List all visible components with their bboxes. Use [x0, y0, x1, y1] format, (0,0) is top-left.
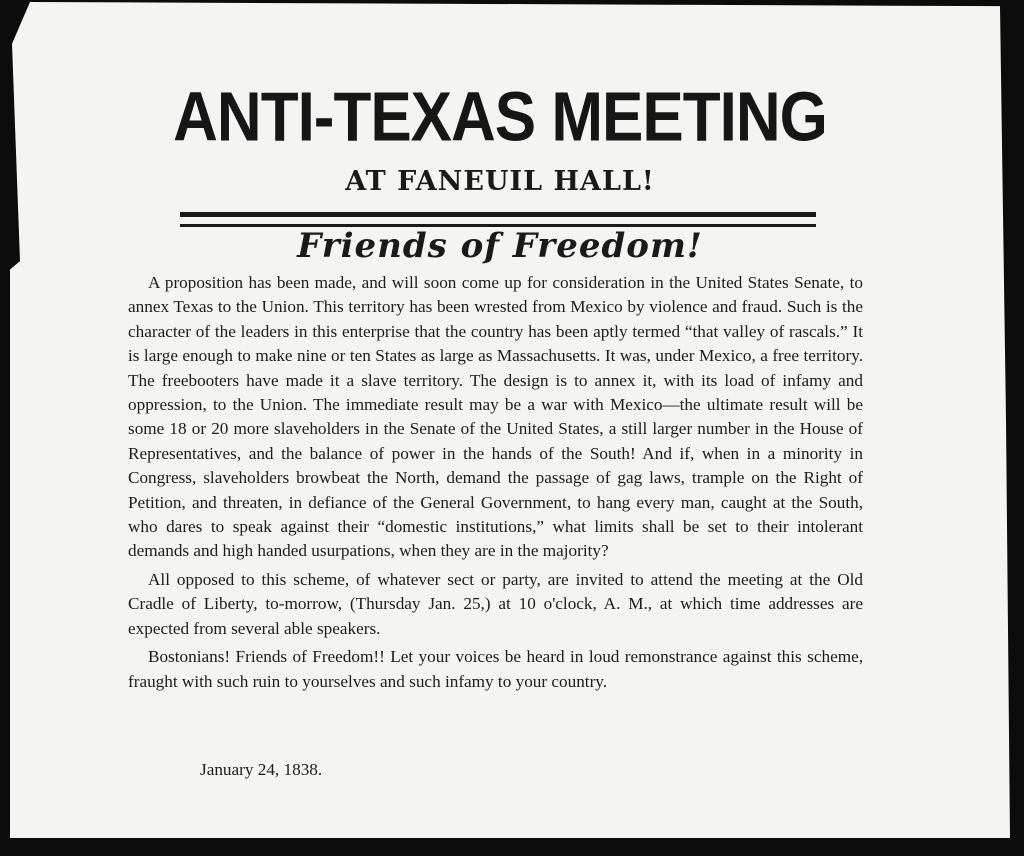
paragraph-proposition: A proposition has been made, and will soon come up for consideration in the United States Senate, to annex Texas to the Union. This territory has been wrested from Mexico by violence and fraud. Such is the character of the leaders in this enterprise that the country has been aptly termed “that valley of rascals.” It is large enough to make nine or ten States as large as Massachusetts. It was, under Mexico, a free territory. The freebooters have made it a slave territory. The design is to annex it, with its load of infamy and oppression, to the Union. The immediate result may be a war with Mexico—the ultimate result will be some 18 or 20 more slaveholders in the Senate of the United States, a still larger number in the House of Representatives, and the balance of power in the hands of the South! And if, when in a minority in Congress, slaveholders browbeat the North, demand the passage of gag laws, trample on the Right of Petition, and threaten, in defiance of the General Government, to hang every man, caught at the South, who dares to speak against their “domestic institutions,” what limits shall be set to their intolerant demands and high handed usurpations, when they are in the majority? [128, 273, 863, 561]
poster-date: January 24, 1838. [200, 760, 323, 779]
poster-subtitle: AT FANEUIL HALL! [345, 166, 655, 197]
body-text [128, 271, 863, 694]
paragraph-invitation: All opposed to this scheme, of whatever sect or party, are invited to attend the meeting at the Old Cradle of Liberty, to-morrow, (Thursday Jan. 25,) at 10 o'clock, A. M., at which time addresses are expected from several able speakers. [128, 569, 863, 638]
divider-rule-thick [180, 212, 816, 217]
poster-title: ANTI-TEXAS MEETING [173, 79, 827, 157]
paragraph-appeal: Bostonians! Friends of Freedom!! Let your voices be heard in loud remonstrance against this scheme, fraught with such ruin to yourselves and such infamy to your country. [128, 647, 863, 691]
appeal-heading: Friends of Freedom! [297, 226, 703, 266]
